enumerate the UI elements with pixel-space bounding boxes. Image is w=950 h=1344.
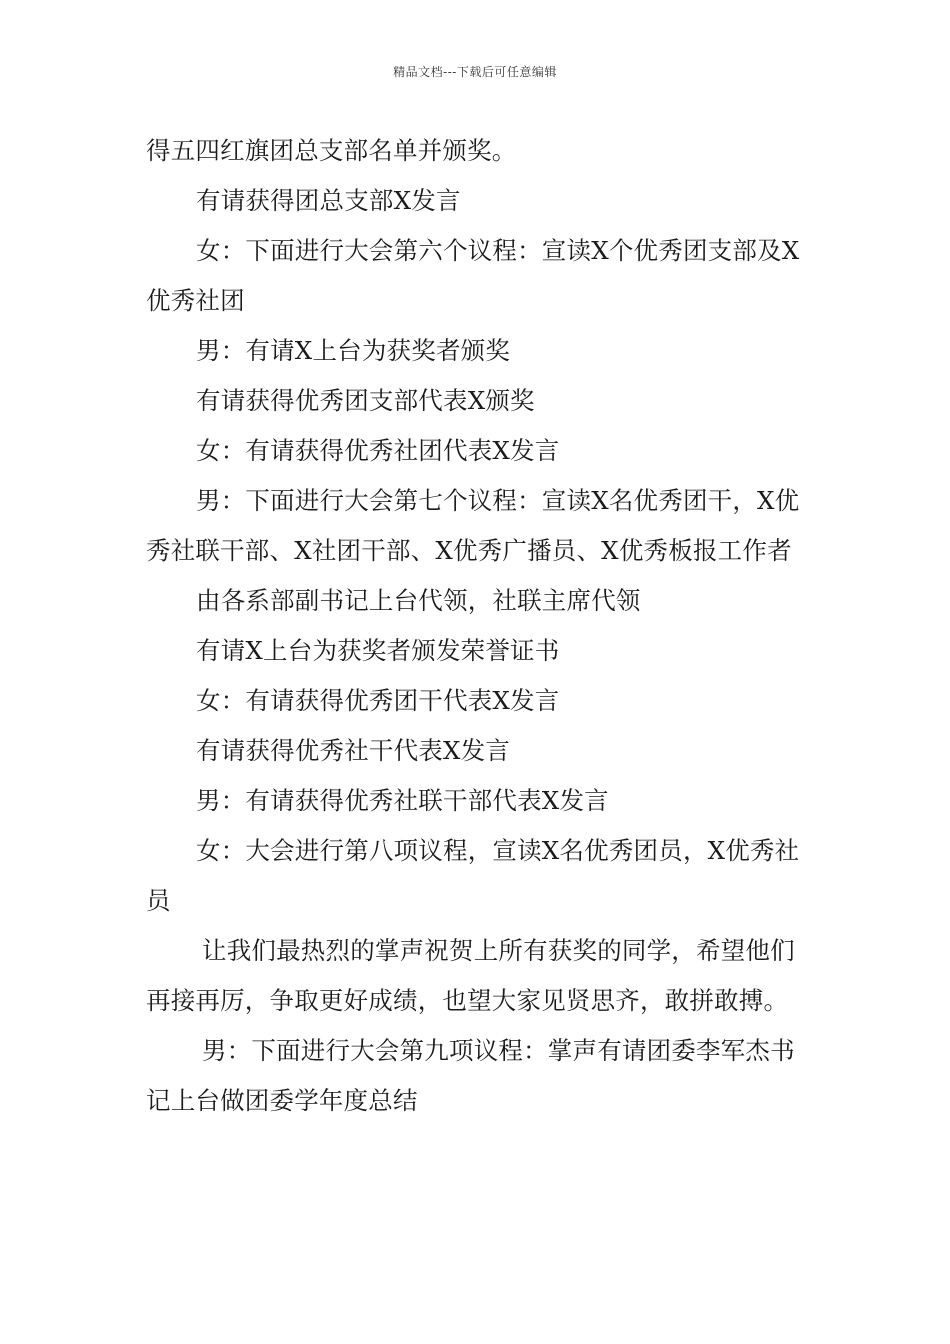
paragraph: 女：有请获得优秀团干代表X发言 [196,686,560,715]
paragraph: 得五四红旗团总支部名单并颁奖。 [146,136,517,165]
paragraph: 男：有请X上台为获奖者颁奖 [196,336,511,365]
paragraph: 由各系部副书记上台代领，社联主席代领 [196,586,641,615]
paragraph: 有请获得团总支部X发言 [196,186,461,215]
document-body [146,126,814,1126]
page-header: 精品文档---下载后可任意编辑 [393,65,557,79]
paragraph: 让我们最热烈的掌声祝贺上所有获奖的同学，希望他们再接再厉，争取更好成绩，也望大家见贤思齐，敢拼敢搏。 [146,936,795,1015]
paragraph: 有请获得优秀社干代表X发言 [196,736,511,765]
paragraph: 男：下面进行大会第九项议程：掌声有请团委李军杰书记上台做团委学年度总结 [146,1036,795,1115]
paragraph: 有请获得优秀团支部代表X颁奖 [196,386,535,415]
paragraph: 女：大会进行第八项议程，宣读X名优秀团员，X优秀社员 [146,836,800,915]
paragraph: 男：下面进行大会第七个议程：宣读X名优秀团干，X优秀社联干部、X社团干部、X优秀广播员、X优秀板报工作者 [146,486,800,565]
paragraph: 男：有请获得优秀社联干部代表X发言 [196,786,609,815]
paragraph: 有请X上台为获奖者颁发荣誉证书 [196,636,560,665]
paragraph: 女：有请获得优秀社团代表X发言 [196,436,560,465]
paragraph: 女：下面进行大会第六个议程：宣读X个优秀团支部及X优秀社团 [146,236,800,315]
